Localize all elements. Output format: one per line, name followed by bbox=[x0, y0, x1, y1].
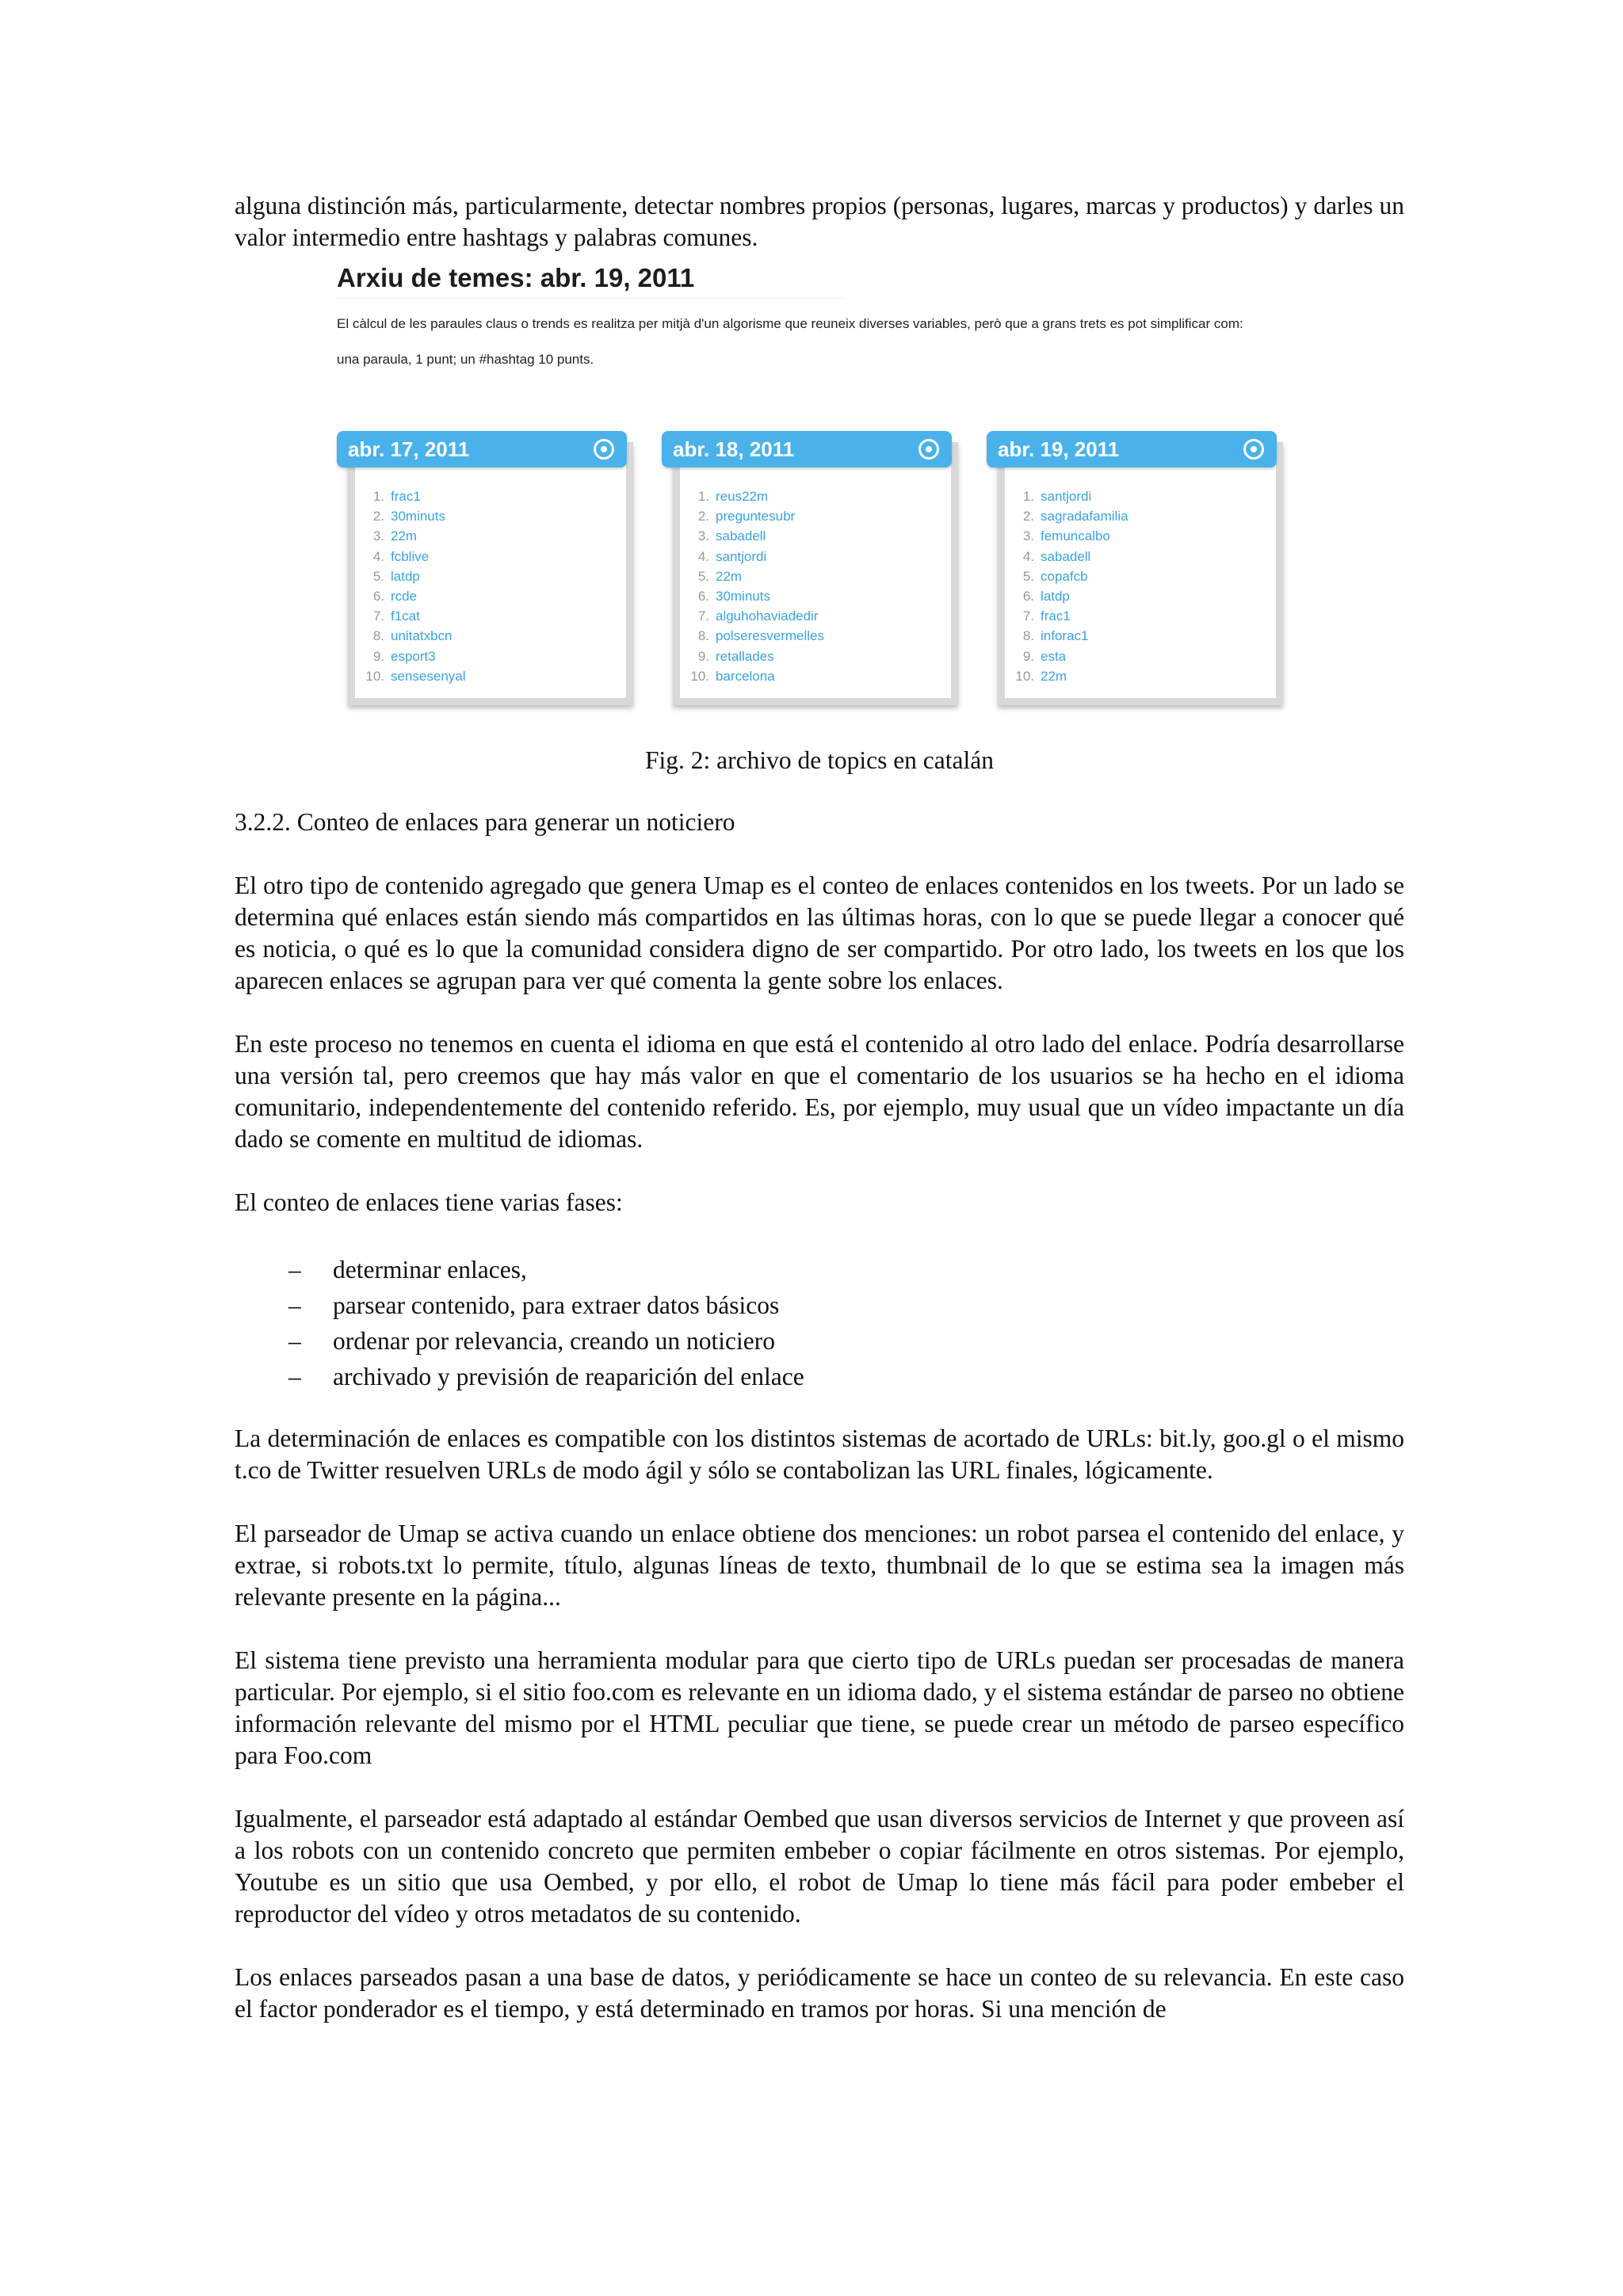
topic-item[interactable]: 10. barcelona bbox=[690, 668, 775, 684]
paragraph: El sistema tiene previsto una herramienta modular para que cierto tipo de URLs puedan ser procesadas de manera particular. Por ejemplo, si el sitio foo.com es relevante en un idioma dado, y el sistema estándar de parseo no obtiene información relevante del mismo por el HTML peculiar que tiene, se puede crear un método de parseo específico para Foo.com bbox=[235, 1646, 1404, 1769]
topic-item[interactable]: 3. femuncalbo bbox=[1022, 528, 1110, 544]
figure-title: Arxiu de temes: abr. 19, 2011 bbox=[337, 263, 844, 299]
list-item: – ordenar por relevancia, creando un noticiero bbox=[288, 1323, 1404, 1359]
topic-item[interactable]: 9. esport3 bbox=[372, 648, 436, 664]
paragraph: En este proceso no tenemos en cuenta el idioma en que está el contenido al otro lado del enlace. Podría desarrollarse una versión tal, pero creemos que hay más valor en que el comentario de los usuarios se ha hecho en el idioma comunitario, independentemente del contenido referido. Es, por ejemplo, muy usual que un vídeo impactante un día dado se comente en multitud de idiomas. bbox=[235, 1030, 1404, 1153]
section-heading: 3.2.2. Conteo de enlaces para generar un noticiero bbox=[235, 808, 735, 836]
paragraph: Igualmente, el parseador está adaptado al estándar Oembed que usan diversos servicios de Internet y que proveen así a los robots con un contenido concreto que permiten embeber o copiar fácilmente en otros sistemas. Por ejemplo, Youtube es un sitio que usa Oembed, y por ello, el robot de Umap lo tiene más fácil para poder embeber el reproductor del vídeo y otros metadatos de su contenido. bbox=[235, 1805, 1404, 1928]
topic-column-header[interactable] bbox=[337, 431, 627, 467]
paragraph: El otro tipo de contenido agregado que genera Umap es el conteo de enlaces contenidos en los tweets. Por un lado se determina qué enlaces están siendo más compartidos en las últimas horas, con lo que se puede llegar a conocer qué es noticia, o qué es lo que la comunidad considera digno de ser compartido. Por otro lado, los tweets en los que los aparecen enlaces se agrupan para ver qué comenta la gente sobre los enlaces. bbox=[235, 871, 1404, 994]
document-page bbox=[235, 190, 1404, 2025]
target-circle-icon[interactable] bbox=[594, 439, 614, 460]
target-circle-icon[interactable] bbox=[1243, 439, 1264, 460]
topic-item[interactable]: 2. 30minuts bbox=[372, 509, 445, 524]
topic-item[interactable]: 10. 22m bbox=[1015, 668, 1067, 684]
topic-item[interactable]: 8. polseresvermelles bbox=[697, 628, 824, 644]
list-item: – parsear contenido, para extraer datos básicos bbox=[288, 1287, 1404, 1323]
topic-list bbox=[1009, 486, 1128, 686]
topic-item[interactable]: 9. retallades bbox=[697, 648, 774, 664]
paragraph: El conteo de enlaces tiene varias fases: bbox=[235, 1188, 623, 1216]
topic-item[interactable]: 1. reus22m bbox=[697, 489, 769, 504]
target-circle-icon[interactable] bbox=[918, 439, 939, 460]
topic-column-header[interactable] bbox=[987, 431, 1277, 467]
topic-column-1 bbox=[337, 431, 633, 705]
figure-screenshot bbox=[337, 263, 1302, 684]
figure-description: El càlcul de les paraules claus o trends es realitza per mitjà d'un algorisme que reuneix diverses variables, però que a grans trets es pot simplificar com: bbox=[337, 316, 1243, 331]
topic-item[interactable]: 2. sagradafamilia bbox=[1022, 509, 1128, 524]
paragraph: El parseador de Umap se activa cuando un enlace obtiene dos menciones: un robot parsea el contenido del enlace, y extrae, si robots.txt lo permite, título, algunas líneas de texto, thumbnail de lo que se estima sea la imagen más relevante presente en la página... bbox=[235, 1520, 1404, 1611]
topic-item[interactable]: 5. copafcb bbox=[1022, 568, 1088, 584]
topic-item[interactable]: 8. inforac1 bbox=[1022, 628, 1089, 644]
topic-item[interactable]: 6. latdp bbox=[1022, 589, 1070, 605]
intro-paragraph: alguna distinción más, particularmente, detectar nombres propios (personas, lugares, marcas y productos) y darles un valor intermedio entre hashtags y palabras comunes. bbox=[235, 192, 1404, 251]
topic-item[interactable]: 8. unitatxbcn bbox=[372, 628, 453, 644]
topic-item[interactable]: 6. rcde bbox=[372, 589, 418, 605]
topic-column-header[interactable] bbox=[662, 431, 952, 467]
topic-item[interactable]: 4. santjordi bbox=[697, 548, 767, 564]
topic-list bbox=[684, 486, 824, 686]
topic-column-date: abr. 17, 2011 bbox=[348, 437, 470, 461]
topic-item[interactable]: 3. 22m bbox=[372, 528, 418, 544]
topic-item[interactable]: 5. 22m bbox=[697, 568, 743, 584]
topic-column-date: abr. 18, 2011 bbox=[673, 437, 795, 461]
topic-item[interactable]: 1. santjordi bbox=[1022, 489, 1092, 504]
topic-item[interactable]: 2. preguntesubr bbox=[697, 509, 796, 524]
phases-list bbox=[235, 1252, 1404, 1394]
topic-item[interactable]: 7. alguhohaviadedir bbox=[697, 608, 819, 624]
topic-column-2 bbox=[662, 431, 958, 705]
dash-bullet: – bbox=[288, 1327, 301, 1355]
topic-item[interactable]: 10. sensesenyal bbox=[365, 668, 466, 684]
figure-topics-archive bbox=[235, 254, 1404, 774]
topic-item[interactable]: 4. fcblive bbox=[372, 548, 430, 564]
topic-item[interactable]: 6. 30minuts bbox=[697, 589, 770, 605]
topic-item[interactable]: 7. frac1 bbox=[1022, 608, 1071, 624]
dash-bullet: – bbox=[288, 1363, 301, 1390]
figure-example: una paraula, 1 punt; un #hashtag 10 punts. bbox=[337, 352, 594, 367]
topic-item[interactable]: 9. esta bbox=[1022, 648, 1067, 664]
figure-caption: Fig. 2: archivo de topics en catalán bbox=[645, 746, 994, 774]
list-item: – determinar enlaces, bbox=[288, 1252, 1404, 1287]
topic-column-3 bbox=[987, 431, 1283, 705]
list-item: – archivado y previsión de reaparición del enlace bbox=[288, 1359, 1404, 1394]
topic-item[interactable]: 4. sabadell bbox=[1022, 548, 1091, 564]
dash-bullet: – bbox=[288, 1291, 301, 1319]
topic-column-date: abr. 19, 2011 bbox=[998, 437, 1120, 461]
topic-item[interactable]: 7. f1cat bbox=[372, 608, 420, 624]
topic-item[interactable]: 3. sabadell bbox=[697, 528, 766, 544]
topic-item[interactable]: 1. frac1 bbox=[372, 489, 421, 504]
paragraph: La determinación de enlaces es compatible con los distintos sistemas de acortado de URLs: bit.ly, goo.gl o el mismo t.co de Twitter resuelven URLs de modo ágil y sólo se contabolizan las URL finales, lógicamente. bbox=[235, 1425, 1404, 1484]
dash-bullet: – bbox=[288, 1256, 301, 1283]
topic-columns bbox=[337, 431, 1302, 712]
topic-list bbox=[359, 486, 466, 686]
paragraph: Los enlaces parseados pasan a una base de datos, y periódicamente se hace un conteo de su relevancia. En este caso el factor ponderador es el tiempo, y está determinado en tramos por horas. Si una mención de bbox=[235, 1963, 1404, 2023]
topic-item[interactable]: 5. latdp bbox=[372, 568, 420, 584]
